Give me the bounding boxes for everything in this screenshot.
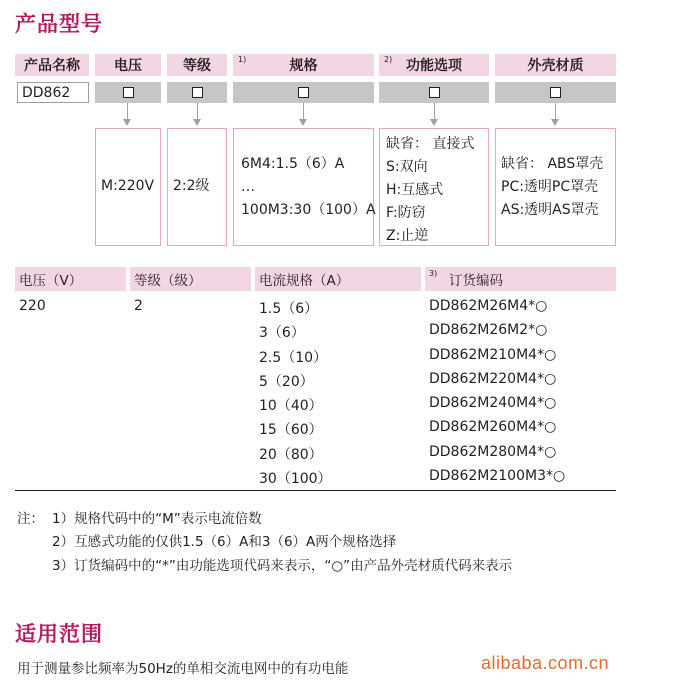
function-code-slot — [379, 82, 489, 103]
spec-option: 6M4:1.5（6）A — [241, 156, 345, 172]
table-cell-code: DD862M220M4*○ — [429, 370, 557, 387]
table-header-code-label: 订货编码 — [449, 273, 503, 289]
placeholder-square-icon — [123, 87, 134, 98]
table-cell-code: DD862M26M2*○ — [429, 322, 548, 339]
arrow-down-icon — [193, 119, 201, 126]
model-value: DD862 — [17, 82, 89, 103]
note-item: 1）规格代码中的“M”表示电流倍数 — [52, 511, 262, 527]
section-title-model: 产品型号 — [15, 12, 103, 36]
table-cell-grade: 2 — [134, 298, 143, 314]
arrow-down-icon — [123, 119, 131, 126]
voltage-code-slot — [95, 82, 161, 103]
shell-option: AS:透明AS罩壳 — [501, 202, 599, 218]
header-voltage: 电压 — [95, 54, 161, 76]
function-option: S:双向 — [386, 159, 428, 175]
code-footnote-mark: 3) — [429, 269, 438, 278]
spec-option: … — [241, 179, 255, 195]
function-box — [379, 128, 489, 246]
code-column — [429, 298, 619, 492]
header-spec-label: 规格 — [289, 58, 318, 74]
arrow-line — [197, 103, 198, 120]
function-option: F:防窃 — [386, 205, 426, 221]
header-spec — [233, 54, 374, 76]
shell-option: 缺省： ABS罩壳 — [501, 156, 604, 172]
current-column — [259, 298, 419, 492]
grade-option: 2:2级 — [173, 178, 210, 194]
function-option: H:互感式 — [386, 182, 444, 198]
table-cell-code: DD862M2100M3*○ — [429, 468, 566, 485]
table-header-voltage: 电压（V） — [15, 267, 126, 291]
notes-prefix: 注： — [17, 511, 44, 527]
table-cell-current: 20（80） — [259, 446, 323, 463]
table-cell-current: 1.5（6） — [259, 301, 319, 317]
header-product-name: 产品名称 — [15, 54, 89, 76]
arrow-down-icon — [299, 119, 307, 126]
table-bottom-rule — [15, 490, 616, 491]
table-cell-current: 3（6） — [259, 325, 305, 342]
function-option: 缺省： 直接式 — [386, 136, 475, 152]
table-cell-current: 5（20） — [259, 373, 314, 390]
table-cell-voltage: 220 — [19, 298, 46, 314]
table-cell-current: 10（40） — [259, 398, 323, 415]
spec-option: 100M3:30（100）A — [241, 202, 376, 218]
voltage-box — [95, 128, 161, 246]
table-cell-code: DD862M210M4*○ — [429, 346, 557, 363]
grade-code-slot — [167, 82, 227, 103]
voltage-option: M:220V — [101, 178, 155, 194]
note-item: 3）订货编码中的“*”由功能选项代码来表示，“○”由产品外壳材质代码来表示 — [52, 558, 513, 574]
placeholder-square-icon — [550, 87, 561, 98]
note-item: 2）互感式功能的仅供1.5（6）A和3（6）A两个规格选择 — [52, 534, 397, 550]
placeholder-square-icon — [192, 87, 203, 98]
table-cell-code: DD862M280M4*○ — [429, 443, 557, 460]
table-cell-current: 2.5（10） — [259, 349, 328, 366]
header-function — [379, 54, 489, 76]
table-cell-current: 15（60） — [259, 422, 323, 439]
spec-code-slot — [233, 82, 374, 103]
table-cell-current: 30（100） — [259, 471, 332, 488]
scope-text: 用于测量参比频率为50Hz的单相交流电网中的有功电能 — [17, 661, 349, 677]
table-cell-code: DD862M240M4*○ — [429, 395, 557, 412]
function-option: Z:止逆 — [386, 228, 429, 244]
shell-option: PC:透明PC罩壳 — [501, 179, 599, 195]
watermark-logo: alibaba.com.cn — [481, 653, 610, 673]
table-cell-code: DD862M260M4*○ — [429, 419, 557, 436]
spec-box — [233, 128, 374, 246]
arrow-line — [555, 103, 556, 120]
header-grade: 等级 — [167, 54, 227, 76]
arrow-line — [434, 103, 435, 120]
shell-box — [495, 128, 616, 246]
arrow-line — [303, 103, 304, 120]
arrow-down-icon — [551, 119, 559, 126]
table-header-current: 电流规格（A） — [255, 267, 421, 291]
placeholder-square-icon — [429, 87, 440, 98]
function-footnote-mark: 2) — [384, 55, 393, 64]
grade-box — [167, 128, 227, 246]
spec-footnote-mark: 1) — [238, 55, 247, 64]
shell-code-slot — [495, 82, 616, 103]
header-shell: 外壳材质 — [495, 54, 616, 76]
table-header-grade: 等级（级） — [130, 267, 251, 291]
table-header-code — [425, 267, 616, 291]
section-title-scope: 适用范围 — [15, 622, 103, 646]
placeholder-square-icon — [298, 87, 309, 98]
arrow-line — [127, 103, 128, 120]
table-cell-code: DD862M26M4*○ — [429, 298, 548, 314]
header-function-label: 功能选项 — [406, 58, 462, 74]
arrow-down-icon — [430, 119, 438, 126]
